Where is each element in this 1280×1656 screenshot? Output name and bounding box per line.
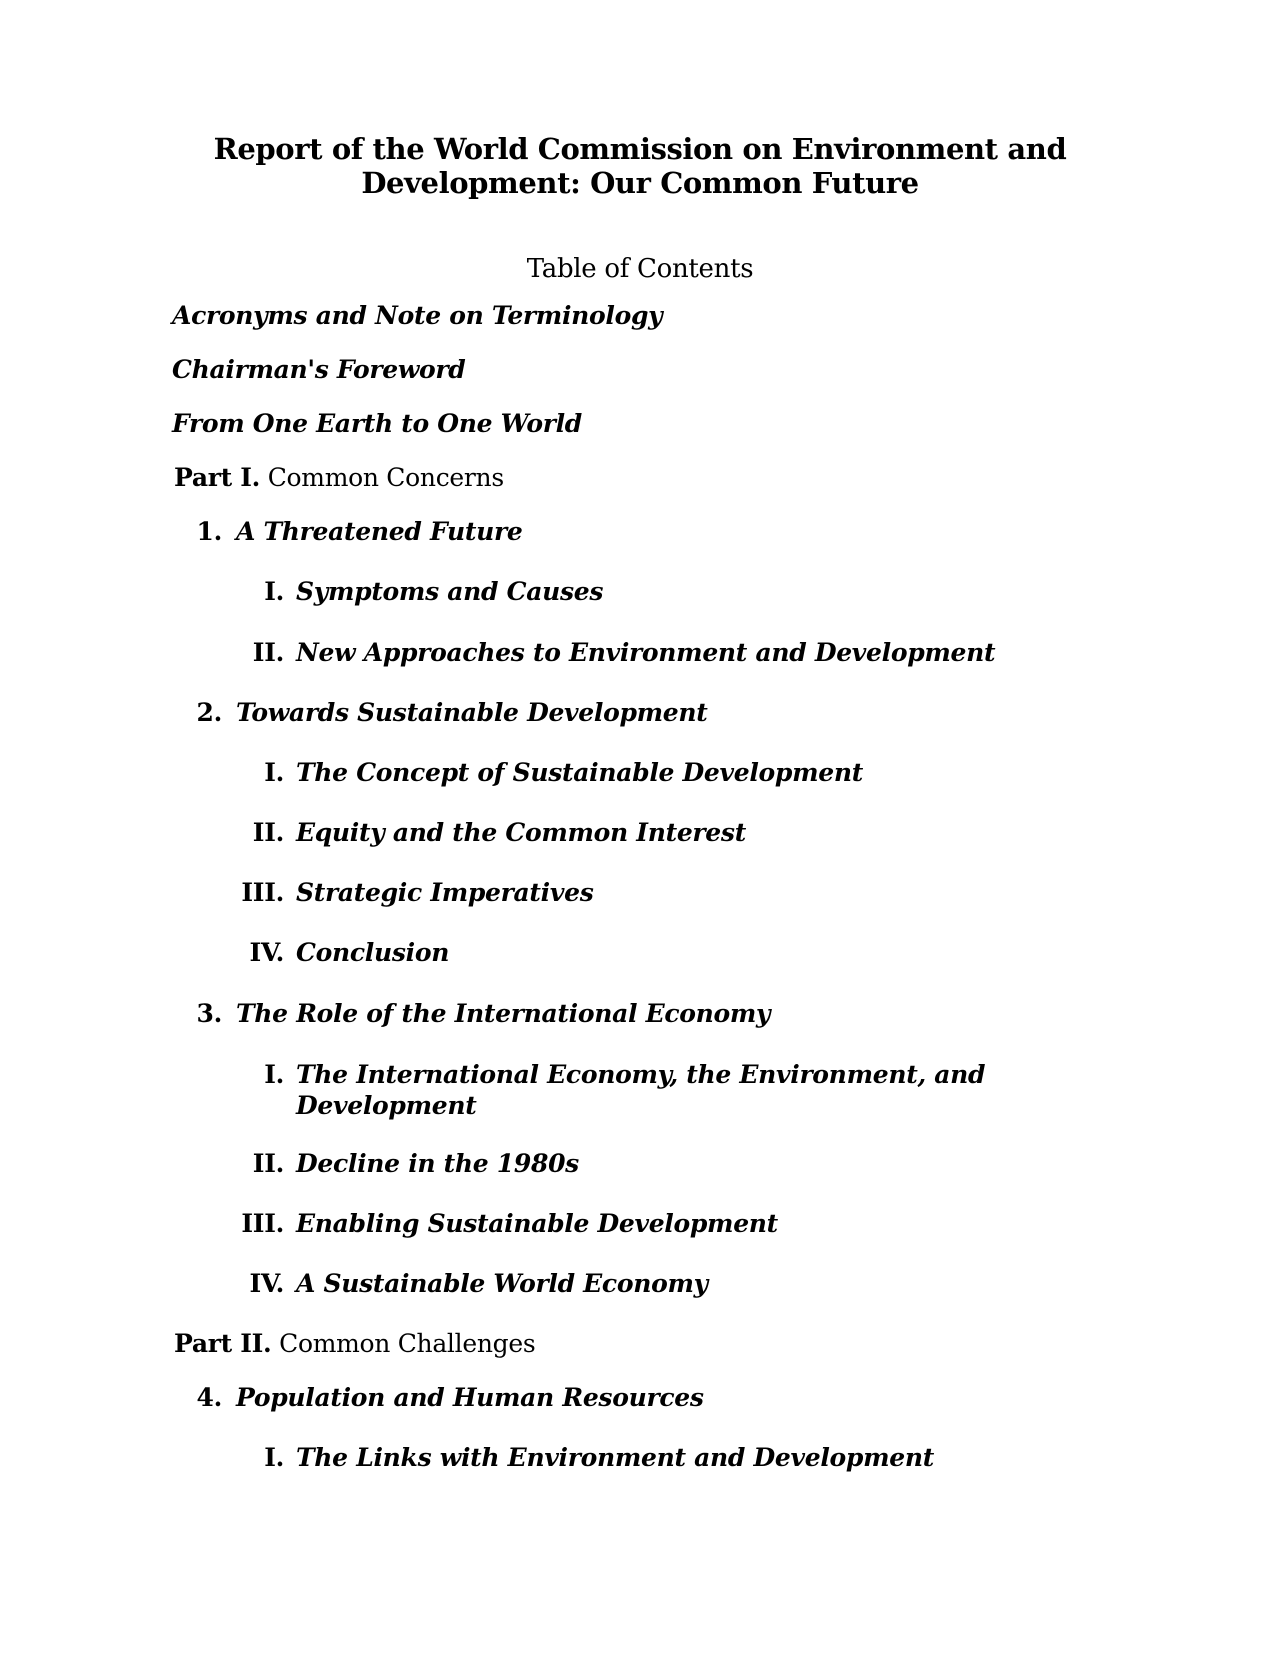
part-title: Common Challenges xyxy=(279,1329,536,1358)
toc-link-acronyms[interactable]: Acronyms and Note on Terminology xyxy=(172,301,663,330)
section-number: IV. xyxy=(249,1269,284,1298)
section-number: II. xyxy=(252,818,284,847)
document-title-line-1: Report of the World Commission on Environment and xyxy=(213,132,1067,166)
toc-part-1 xyxy=(174,462,504,493)
chapter-number: 3. xyxy=(196,999,222,1028)
section-number: II. xyxy=(252,1149,284,1178)
part-number: Part I. xyxy=(174,463,261,492)
document-title-line-2: Development: Our Common Future xyxy=(361,166,919,200)
part-number: Part II. xyxy=(174,1329,272,1358)
toc-link-section-2-2[interactable]: Equity and the Common Interest xyxy=(296,818,746,847)
toc-heading: Table of Contents xyxy=(526,254,754,284)
document-title xyxy=(140,132,1140,200)
toc-part-2 xyxy=(174,1328,535,1359)
toc-link-section-2-4[interactable]: Conclusion xyxy=(296,938,450,967)
chapter-number: 2. xyxy=(196,698,222,727)
toc-link-section-3-1[interactable]: The International Economy, the Environment, and Development xyxy=(296,1060,986,1120)
toc-link-section-1-2[interactable]: New Approaches to Environment and Development xyxy=(296,638,996,667)
toc-link-section-3-4[interactable]: A Sustainable World Economy xyxy=(296,1269,708,1298)
toc-link-chapter-3[interactable]: The Role of the International Economy xyxy=(236,999,771,1028)
section-number: I. xyxy=(264,577,284,606)
toc-link-chapter-2[interactable]: Towards Sustainable Development xyxy=(236,698,708,727)
toc-link-chapter-1[interactable]: A Threatened Future xyxy=(236,517,523,546)
section-number: III. xyxy=(241,878,284,907)
toc-link-chapter-4[interactable]: Population and Human Resources xyxy=(236,1383,704,1412)
chapter-number: 4. xyxy=(196,1383,222,1412)
section-number: I. xyxy=(264,1443,284,1472)
chapter-number: 1. xyxy=(196,517,222,546)
toc-link-section-4-1[interactable]: The Links with Environment and Development xyxy=(296,1443,934,1472)
section-number: I. xyxy=(264,1060,284,1089)
toc-link-section-1-1[interactable]: Symptoms and Causes xyxy=(296,577,604,606)
toc-link-section-3-3[interactable]: Enabling Sustainable Development xyxy=(296,1209,778,1238)
section-number: III. xyxy=(241,1209,284,1238)
toc-link-section-3-2[interactable]: Decline in the 1980s xyxy=(296,1149,579,1178)
section-number: IV. xyxy=(249,938,284,967)
section-number: II. xyxy=(252,638,284,667)
toc-link-section-2-3[interactable]: Strategic Imperatives xyxy=(296,878,594,907)
toc-link-one-earth-one-world[interactable]: From One Earth to One World xyxy=(172,409,582,438)
part-title: Common Concerns xyxy=(267,463,504,492)
section-number: I. xyxy=(264,758,284,787)
toc-link-section-2-1[interactable]: The Concept of Sustainable Development xyxy=(296,758,863,787)
toc-link-chairmans-foreword[interactable]: Chairman's Foreword xyxy=(172,355,466,384)
